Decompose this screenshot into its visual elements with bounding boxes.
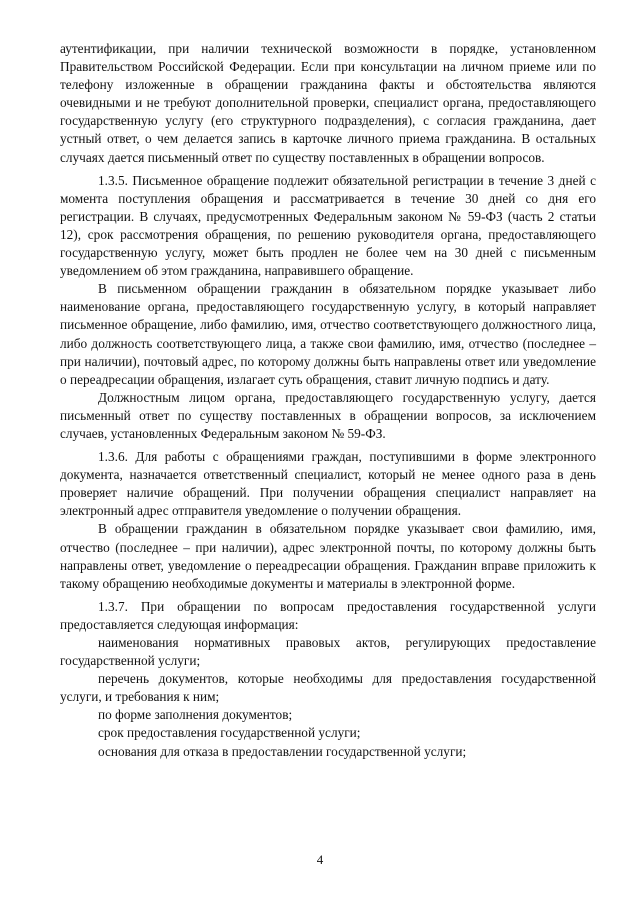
paragraph-1-3-7: 1.3.7. При обращении по вопросам предоставления государственной услуги предоставляется следующая информация: [60, 598, 596, 632]
page-number: 4 [316, 852, 324, 867]
document-page [60, 40, 596, 761]
paragraph-written-request-requirements: В письменном обращении гражданин в обязательном порядке указывает либо наименование органа, предоставляющего государственную услугу, в который направляет письменное обращение, либо фамилию, имя, отчество соответствующего должностного лица, либо должность соответствующего лица, а также свои фамилию, имя, отчество (последнее – при наличии), почтовый адрес, по которому должны быть направлены ответ или уведомление о переадресации обращения, излагает суть обращения, ставит личную подпись и дату. [60, 281, 596, 387]
list-item: срок предоставления государственной услуги; [98, 725, 361, 741]
list-item: по форме заполнения документов; [98, 707, 293, 723]
paragraph-1-3-6: 1.3.6. Для работы с обращениями граждан, поступившими в форме электронного документа, назначается ответственный специалист, который не менее одного раза в день проверяет наличие обращений. При получении обращения специалист направляет на электронный адрес отправителя уведомление о получении обращения. [60, 449, 596, 519]
list-item: основания для отказа в предоставлении государственной услуги; [98, 743, 467, 759]
paragraph-written-answer: Должностным лицом органа, предоставляющего государственную услугу, дается письменный ответ по существу поставленных в обращении вопросов, за исключением случаев, установленных Федеральным законом № 59-ФЗ. [60, 389, 596, 441]
paragraph-authentication-continuation: аутентификации, при наличии технической возможности в порядке, установленном Правительством Российской Федерации. Если при консультации на личном приеме или по телефону изложенные в обращении гражданина факты и обстоятельства являются очевидными и не требуют дополнительной проверки, специалист органа, предоставляющего государственную услугу (его структурного подразделения), с согласия гражданина, дает устный ответ, о чем делается запись в карточке личного приема гражданина. В остальных случаях дается письменный ответ по существу поставленных в обращении вопросов. [60, 41, 596, 165]
list-item: перечень документов, которые необходимы для предоставления государственной услуги, и требования к ним; [60, 671, 596, 705]
paragraph-1-3-5: 1.3.5. Письменное обращение подлежит обязательной регистрации в течение 3 дней с момента поступления обращения и рассматривается в течение 30 дней со дня его регистрации. В случаях, предусмотренных Федеральным законом № 59-ФЗ (часть 2 статьи 12), срок рассмотрения обращения, по решению руководителя органа, предоставляющего государственную услугу, может быть продлен не более чем на 30 дней с письменным уведомлением об этом гражданина, направившего обращение. [60, 172, 596, 279]
list-item: наименования нормативных правовых актов, регулирующих предоставление государственной услуги; [60, 635, 596, 669]
paragraph-electronic-request-requirements: В обращении гражданин в обязательном порядке указывает свои фамилию, имя, отчество (последнее – при наличии), адрес электронной почты, по которому должны быть направлены ответ, уведомление о переадресации обращения. Гражданин вправе приложить к такому обращению необходимые документы и материалы в электронной форме. [60, 521, 596, 591]
